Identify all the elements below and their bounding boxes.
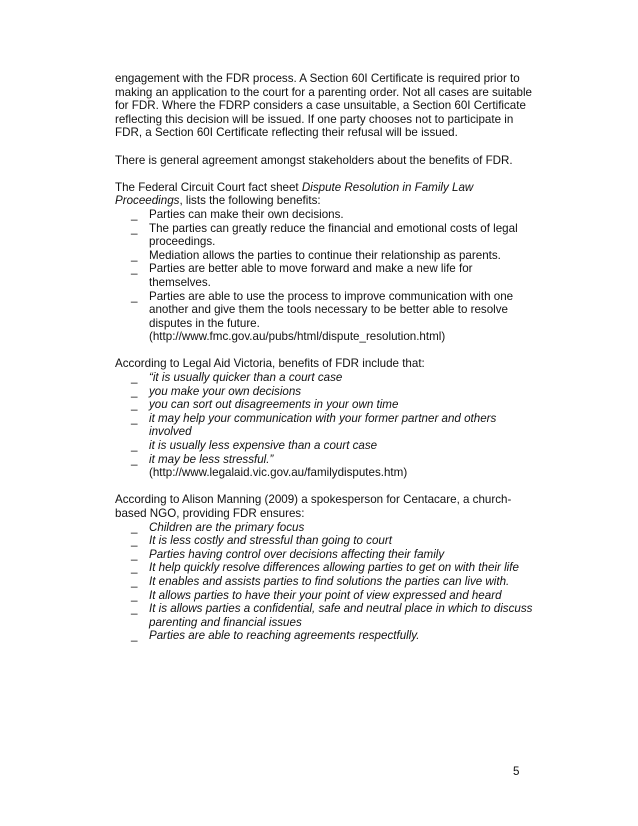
list-item xyxy=(115,561,535,575)
paragraph-spacer xyxy=(115,140,535,154)
list-item-text: It is less costly and stressful than going to court xyxy=(149,534,392,548)
list-item-source xyxy=(115,466,535,480)
list-item-text: you can sort out disagreements in your own time xyxy=(149,398,399,412)
list-item xyxy=(115,249,535,263)
list-item xyxy=(115,290,535,331)
list-item xyxy=(115,453,535,467)
list-item xyxy=(115,534,535,548)
centacare-benefits-list xyxy=(115,521,535,643)
bullet-mark: _ xyxy=(131,262,138,276)
list-item xyxy=(115,398,535,412)
list-item-text: you make your own decisions xyxy=(149,384,302,398)
list-item-text: Mediation allows the parties to continue their relationship as parents. xyxy=(149,248,501,262)
bullet-mark: _ xyxy=(131,398,138,412)
intro-paragraph: engagement with the FDR process. A Section 60I Certificate is required prior to making an application to the court for a parenting order. Not all cases are suitable for FDR. Where the FDRP considers a case unsuitable, a Section 60I Certificate reflecting this decision will be issued. If one party chooses not to participate in FDR, a Section 60I Certificate reflecting their refusal will be issued. xyxy=(115,72,532,140)
list-item-text: It help quickly resolve differences allowing parties to get on with their life xyxy=(149,561,519,575)
paragraph-spacer xyxy=(115,480,535,494)
bullet-mark: _ xyxy=(131,574,138,588)
federal-lead-after: , lists the following benefits: xyxy=(179,194,321,208)
bullet-mark: _ xyxy=(131,588,138,602)
list-item-text: It enables and assists parties to find solutions the parties can live with. xyxy=(149,574,510,588)
federal-factsheet-title: Dispute Resolution in Family Law Proceedings xyxy=(115,180,474,208)
list-item xyxy=(115,439,535,453)
legal-aid-source-url: (http://www.legalaid.vic.gov.au/familydisputes.htm) xyxy=(149,466,408,480)
list-item xyxy=(115,262,535,289)
bullet-mark: _ xyxy=(131,411,138,425)
list-item xyxy=(115,521,535,535)
list-item xyxy=(115,548,535,562)
list-item xyxy=(115,412,535,439)
bullet-mark: _ xyxy=(131,248,138,262)
bullet-mark: _ xyxy=(131,602,138,616)
paragraph-spacer xyxy=(115,167,535,181)
bullet-mark: _ xyxy=(131,207,138,221)
bullet-mark: _ xyxy=(131,384,138,398)
federal-lead-before: The Federal Circuit Court fact sheet xyxy=(115,180,302,194)
agreement-paragraph: There is general agreement amongst stakeholders about the benefits of FDR. xyxy=(115,153,513,167)
list-item xyxy=(115,371,535,385)
list-item xyxy=(115,222,535,249)
bullet-mark: _ xyxy=(131,520,138,534)
list-item-text: Parties are better able to move forward and make a new life for themselves. xyxy=(149,262,473,289)
bullet-mark: _ xyxy=(131,561,138,575)
federal-court-lead xyxy=(115,181,535,208)
list-item xyxy=(115,602,535,629)
list-item-text: it may be less stressful.” xyxy=(149,452,274,466)
legal-aid-benefits-list xyxy=(115,371,535,480)
legal-aid-lead: According to Legal Aid Victoria, benefits of FDR include that: xyxy=(115,357,425,371)
bullet-mark: _ xyxy=(131,439,138,453)
bullet-mark: _ xyxy=(131,452,138,466)
centacare-lead: According to Alison Manning (2009) a spokesperson for Centacare, a church-based NGO, providing FDR ensures: xyxy=(115,493,512,520)
page-number: 5 xyxy=(513,765,520,778)
list-item xyxy=(115,629,535,643)
list-item-text: it is usually less expensive than a court case xyxy=(149,439,378,453)
list-item-text: Parties can make their own decisions. xyxy=(149,207,344,221)
bullet-mark: _ xyxy=(131,547,138,561)
bullet-mark: _ xyxy=(131,629,138,643)
list-item-text: The parties can greatly reduce the financial and emotional costs of legal proceedings. xyxy=(149,221,518,249)
list-item-text: Children are the primary focus xyxy=(149,520,305,534)
list-item-source xyxy=(115,330,535,344)
bullet-mark: _ xyxy=(131,221,138,235)
list-item-text: It is allows parties a confidential, safe and neutral place in which to discuss parenting and financial issues xyxy=(149,602,533,629)
list-item-text: it may help your communication with your former partner and others involved xyxy=(149,411,497,439)
list-item xyxy=(115,575,535,589)
list-item xyxy=(115,589,535,603)
paragraph-spacer xyxy=(115,344,535,358)
page-body xyxy=(115,72,535,643)
list-item-text: Parties are able to reaching agreements respectfully. xyxy=(149,629,420,643)
bullet-mark: _ xyxy=(131,371,138,385)
list-item-text: It allows parties to have their your point of view expressed and heard xyxy=(149,588,502,602)
federal-source-url: (http://www.fmc.gov.au/pubs/html/dispute_resolution.html) xyxy=(149,330,446,344)
list-item-text: Parties are able to use the process to improve communication with one another and give them the tools necessary to be better able to resolve disputes in the future. xyxy=(149,289,514,330)
federal-benefits-list xyxy=(115,208,535,344)
bullet-mark: _ xyxy=(131,289,138,303)
list-item xyxy=(115,208,535,222)
bullet-mark: _ xyxy=(131,534,138,548)
list-item-text: Parties having control over decisions affecting their family xyxy=(149,547,445,561)
list-item xyxy=(115,385,535,399)
list-item-text: “it is usually quicker than a court case xyxy=(149,371,343,385)
